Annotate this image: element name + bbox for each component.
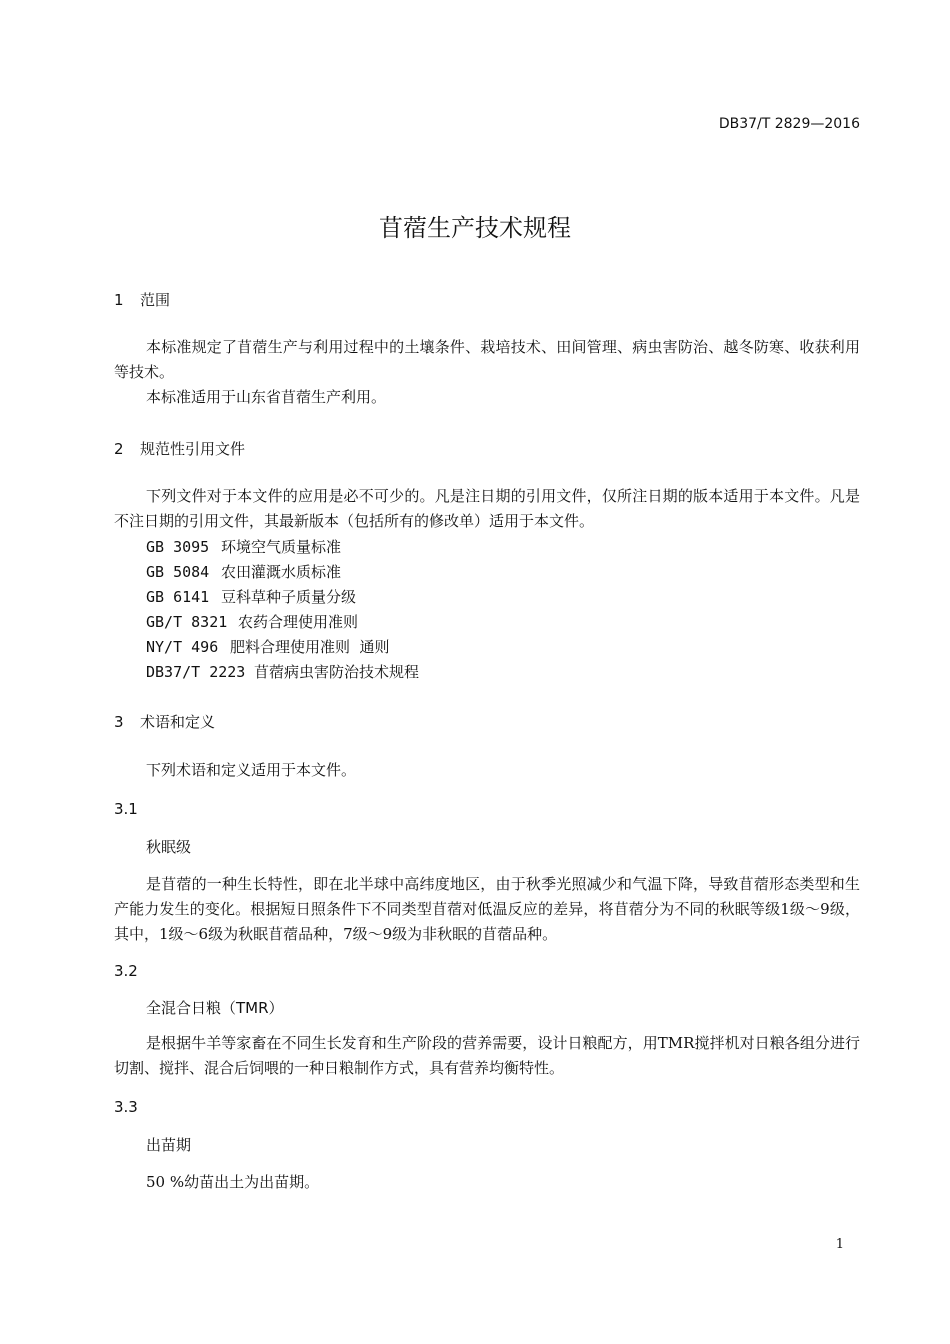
section-heading-terms — [114, 711, 215, 732]
section-number: 3 — [114, 713, 124, 731]
section-title: 规范性引用文件 — [140, 440, 246, 458]
document-title: 苜蓿生产技术规程 — [379, 214, 571, 242]
term-number: 3.1 — [114, 800, 138, 818]
paragraph: 下列术语和定义适用于本文件。 — [146, 761, 357, 779]
reference-code: NY/T 496 — [146, 638, 219, 656]
paragraph: 下列文件对于本文件的应用是必不可少的。凡是注日期的引用文件，仅所注日期的版本适用于本文件。凡是不注日期的引用文件，其最新版本（包括所有的修改单）适用于本文件。 — [114, 487, 860, 530]
reference-item — [146, 536, 341, 557]
reference-name: 农田灌溉水质标准 — [221, 563, 342, 581]
reference-item — [146, 586, 356, 607]
reference-name: 农药合理使用准则 — [238, 613, 359, 631]
section-number: 1 — [114, 291, 124, 309]
term-number: 3.3 — [114, 1098, 138, 1116]
reference-name: 肥料合理使用准则 通则 — [230, 638, 390, 656]
reference-code: GB/T 8321 — [146, 613, 228, 631]
term-definition: 50 %幼苗出土为出苗期。 — [146, 1173, 320, 1191]
reference-name: 豆科草种子质量分级 — [221, 588, 357, 606]
section-title: 范围 — [140, 291, 171, 309]
document-id: DB37/T 2829—2016 — [718, 116, 860, 132]
reference-code: GB 6141 — [146, 588, 210, 606]
paragraph: 本标准适用于山东省苜蓿生产利用。 — [146, 388, 387, 406]
term-title: 秋眠级 — [146, 838, 192, 856]
term-title: 全混合日粮（TMR） — [146, 999, 284, 1017]
reference-item — [146, 611, 358, 632]
term-number: 3.2 — [114, 962, 138, 980]
reference-name: 环境空气质量标准 — [221, 538, 342, 556]
page-number: 1 — [835, 1237, 844, 1252]
term-title: 出苗期 — [146, 1136, 192, 1154]
section-title: 术语和定义 — [140, 713, 216, 731]
reference-item — [146, 636, 390, 657]
reference-code: GB 5084 — [146, 563, 210, 581]
paragraph: 本标准规定了苜蓿生产与利用过程中的土壤条件、栽培技术、田间管理、病虫害防治、越冬防寒、收获利用等技术。 — [114, 338, 860, 381]
reference-item — [146, 561, 341, 582]
term-definition: 是苜蓿的一种生长特性，即在北半球中高纬度地区，由于秋季光照减少和气温下降，导致苜蓿形态类型和生产能力发生的变化。根据短日照条件下不同类型苜蓿对低温反应的差异，将苜蓿分为不同的秋眠等级1级～9级，其中，1级～6级为秋眠苜蓿品种，7级～9级为非秋眠的苜蓿品种。 — [114, 875, 860, 943]
reference-name: 苜蓿病虫害防治技术规程 — [254, 663, 420, 681]
reference-code: DB37/T 2223 — [146, 663, 246, 681]
reference-item — [146, 661, 419, 682]
section-heading-scope — [114, 289, 170, 310]
reference-code: GB 3095 — [146, 538, 210, 556]
term-definition: 是根据牛羊等家畜在不同生长发育和生产阶段的营养需要，设计日粮配方，用TMR搅拌机对日粮各组分进行切割、搅拌、混合后饲喂的一种日粮制作方式，具有营养均衡特性。 — [114, 1034, 860, 1077]
section-number: 2 — [114, 440, 124, 458]
section-heading-normative-references — [114, 438, 245, 459]
